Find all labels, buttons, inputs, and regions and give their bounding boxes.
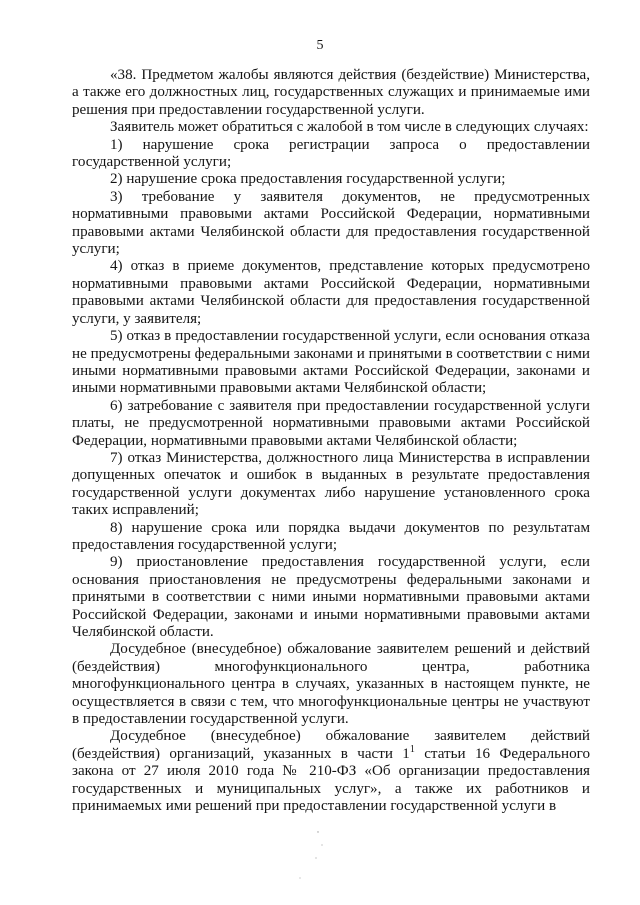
list-item-6: 6) затребование с заявителя при предоставлении государственной услуги платы, не предусмотренной нормативными правовыми актами Российской Федерации, нормативными правовыми актами Челябинской области; xyxy=(72,397,590,449)
paragraph-cases-intro: Заявитель может обратиться с жалобой в том числе в следующих случаях: xyxy=(110,119,589,136)
paragraph-text-part-1: Досудебное (внесудебное) обжалование заявителем действий (бездействия) организаций, указанных в части 1 xyxy=(72,728,590,762)
list-item-2: 2) нарушение срока предоставления государственной услуги; xyxy=(110,171,506,188)
list-item-9: 9) приостановление предоставления государственной услуги, если основания приостановления не предусмотрены федеральными законами и принятыми в соответствии с ними иными нормативными правовыми актами Российской Федерации, законами и иными нормативными правовыми актами Челябинской области. xyxy=(72,554,590,640)
paragraph-subject-of-complaint: «38. Предметом жалобы являются действия (бездействие) Министерства, а также его должностных лиц, государственных служащих и принимаемые ими решения при предоставлении государственной услуги. xyxy=(72,67,590,118)
superscript-1: 1 xyxy=(409,743,415,755)
list-item-8: 8) нарушение срока или порядка выдачи документов по результатам предоставления государственной услуги; xyxy=(72,519,590,553)
paragraph-text-part-2: статьи 16 Федерального закона от 27 июля 2010 года № 210-ФЗ «Об организации предоставления государственных и муниципальных услуг», а также их работников и принимаемых ими решений при предоставлении государственной услуги в xyxy=(72,745,590,815)
page-number: 5 xyxy=(316,38,324,53)
document-body xyxy=(72,67,590,815)
list-item-5: 5) отказ в предоставлении государственной услуги, если основания отказа не предусмотрены федеральными законами и принятыми в соответствии с ними иными нормативными правовыми актами Российской Федерации, законами и иными нормативными правовыми актами Челябинской области; xyxy=(72,328,590,397)
scan-speck xyxy=(315,857,316,858)
list-item-7: 7) отказ Министерства, должностного лица Министерства в исправлении допущенных опечаток и ошибок в выданных в результате предоставления государственной услуги документах либо нарушение установленного срока таких исправлений; xyxy=(72,449,590,519)
scan-speck xyxy=(317,831,318,832)
list-item-3: 3) требование у заявителя документов, не предусмотренных нормативными правовыми актами Российской Федерации, нормативными правовыми актами Челябинской области для предоставления государственной услуги; xyxy=(72,188,590,258)
paragraph-mfc-appeal: Досудебное (внесудебное) обжалование заявителем решений и действий (бездействия) многофункционального центра, работника многофункционального центра в случаях, указанных в настоящем пункте, не осуществляется в связи с тем, что многофункциональные центры не участвуют в предоставлении государственной услуги. xyxy=(72,641,590,728)
list-item-4: 4) отказ в приеме документов, представление которых предусмотрено нормативными правовыми актами Российской Федерации, нормативными правовыми актами Челябинской области для предоставления государственной услуги, у заявителя; xyxy=(72,258,590,327)
paragraph-organizations-appeal xyxy=(72,728,590,815)
scan-speck xyxy=(321,844,322,845)
scan-speck xyxy=(299,877,300,878)
list-item-1: 1) нарушение срока регистрации запроса о предоставлении государственной услуги; xyxy=(72,136,590,171)
